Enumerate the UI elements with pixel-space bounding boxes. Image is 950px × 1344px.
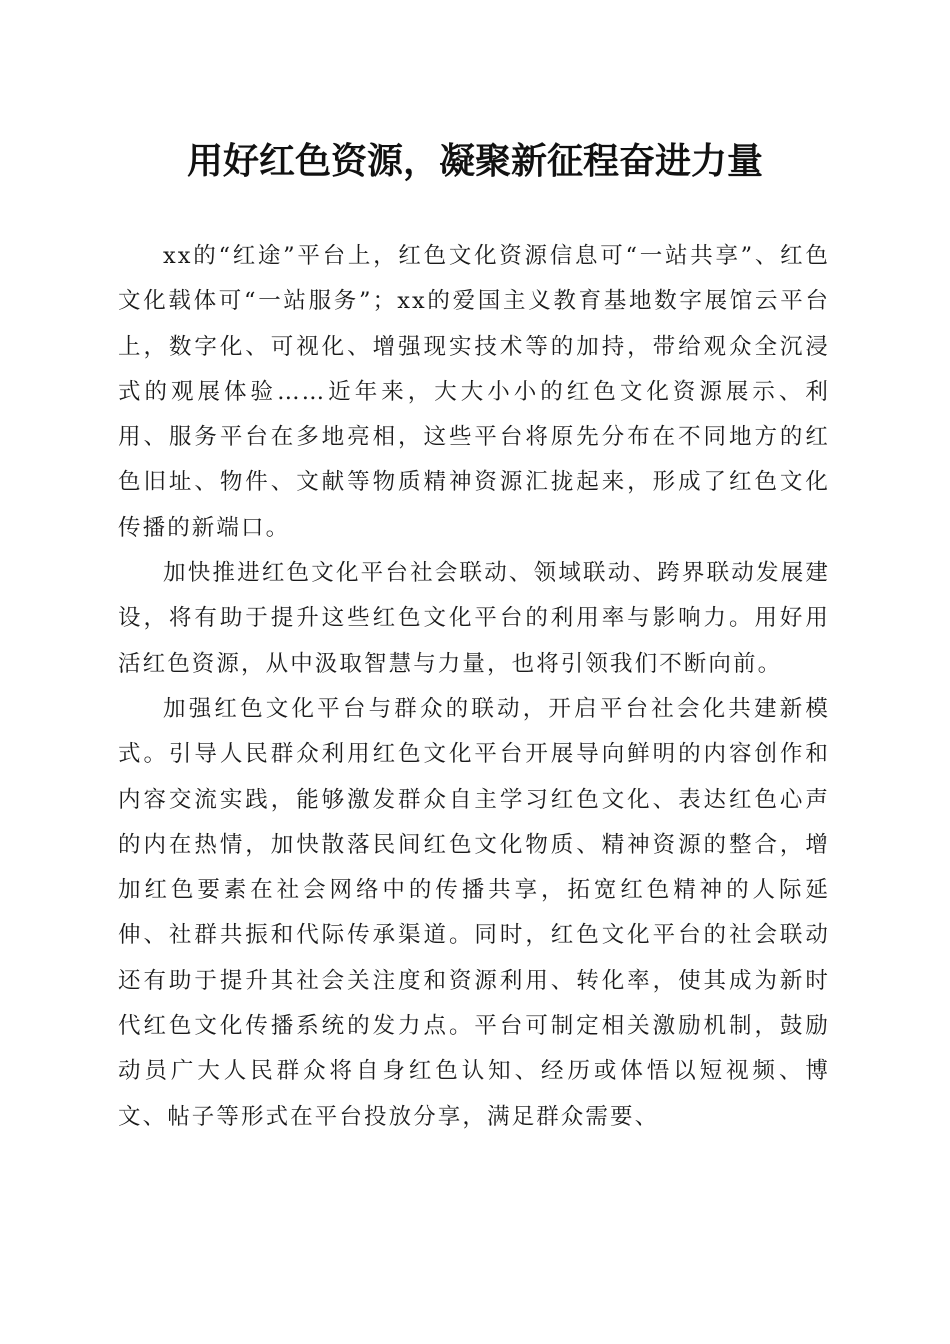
document-title: 用好红色资源，凝聚新征程奋进力量 [186, 140, 763, 182]
paragraph: xx的“红途”平台上，红色文化资源信息可“一站共享”、红色文化载体可“一站服务”；xx的爱国主义教育基地数字展馆云平台上，数字化、可视化、增强现实技术等的加持，带给观众全沉浸式的观展体验……近年来，大大小小的红色文化资源展示、利用、服务平台在多地亮相，这些平台将原先分布在不同地方的红色旧址、物件、文献等物质精神资源汇拢起来，形成了红色文化传播的新端口。 [118, 243, 830, 541]
document-body [118, 234, 830, 1140]
paragraph: 加快推进红色文化平台社会联动、领域联动、跨界联动发展建设，将有助于提升这些红色文化平台的利用率与影响力。用好用活红色资源，从中汲取智慧与力量，也将引领我们不断向前。 [118, 560, 830, 677]
paragraph: 加强红色文化平台与群众的联动，开启平台社会化共建新模式。引导人民群众利用红色文化平台开展导向鲜明的内容创作和内容交流实践，能够激发群众自主学习红色文化、表达红色心声的内在热情，加快散落民间红色文化物质、精神资源的整合，增加红色要素在社会网络中的传播共享，拓宽红色精神的人际延伸、社群共振和代际传承渠道。同时，红色文化平台的社会联动还有助于提升其社会关注度和资源利用、转化率，使其成为新时代红色文化传播系统的发力点。平台可制定相关激励机制，鼓励动员广大人民群众将自身红色认知、经历或体悟以短视频、博文、帖子等形式在平台投放分享，满足群众需要、 [118, 695, 830, 1130]
